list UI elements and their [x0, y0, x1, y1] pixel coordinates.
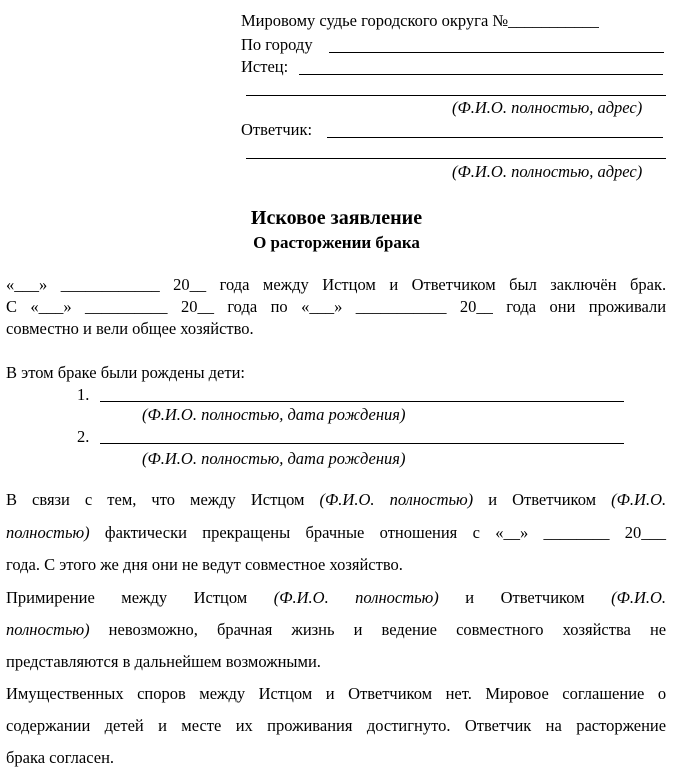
child-1-hint: (Ф.И.О. полностью, дата рождения) — [142, 405, 406, 424]
child-2-field[interactable] — [100, 443, 624, 444]
para4-line3: брака согласен. — [6, 748, 115, 767]
defendant-field[interactable] — [327, 137, 663, 138]
judge-line: Мировому судье городского округа №___________ — [241, 11, 599, 30]
para4-line1: Имущественных споров между Истцом и Ответчиком нет. Мировое соглашение о — [6, 684, 667, 703]
para2-line2: полностью) фактически прекращены брачные отношения с «__» ________ 20___ — [6, 523, 667, 542]
child-2-hint: (Ф.И.О. полностью, дата рождения) — [142, 449, 406, 468]
para3-line2: полностью) невозможно, брачная жизнь и ведение совместного хозяйства не — [6, 620, 667, 639]
para1-line3: совместно и вели общее хозяйство. — [6, 319, 254, 338]
para3-line1: Примирение между Истцом (Ф.И.О. полностью) и Ответчиком (Ф.И.О. — [6, 588, 667, 607]
city-field[interactable] — [329, 52, 664, 53]
plaintiff-hint: (Ф.И.О. полностью, адрес) — [452, 98, 643, 117]
defendant-label: Ответчик: — [241, 120, 313, 139]
document-subtitle: О расторжении брака — [253, 233, 420, 252]
plaintiff-field[interactable] — [299, 74, 663, 75]
defendant-hint: (Ф.И.О. полностью, адрес) — [452, 162, 643, 181]
defendant-field-2[interactable] — [246, 158, 666, 159]
document-title: Исковое заявление — [250, 207, 423, 229]
child-2-number: 2. — [77, 427, 90, 446]
plaintiff-field-2[interactable] — [246, 95, 666, 96]
child-1-number: 1. — [77, 385, 90, 404]
plaintiff-label: Истец: — [241, 57, 289, 76]
para1-line1: «___» ____________ 20__ года между Истцом и Ответчиком был заключён брак. — [6, 275, 667, 294]
para3-line3: представляются в дальнейшем возможными. — [6, 652, 321, 671]
city-label: По городу — [241, 35, 313, 54]
para1-line2: С «___» __________ 20__ года по «___» ___________ 20__ года они проживали — [6, 297, 667, 316]
para2-line3: года. С этого же дня они не ведут совместное хозяйство. — [6, 555, 403, 574]
para2-line1: В связи с тем, что между Истцом (Ф.И.О. полностью) и Ответчиком (Ф.И.О. — [6, 490, 667, 509]
para4-line2: содержании детей и месте их проживания достигнуто. Ответчик на расторжение — [6, 716, 667, 735]
child-1-field[interactable] — [100, 401, 624, 402]
children-intro: В этом браке были рождены дети: — [6, 363, 245, 382]
